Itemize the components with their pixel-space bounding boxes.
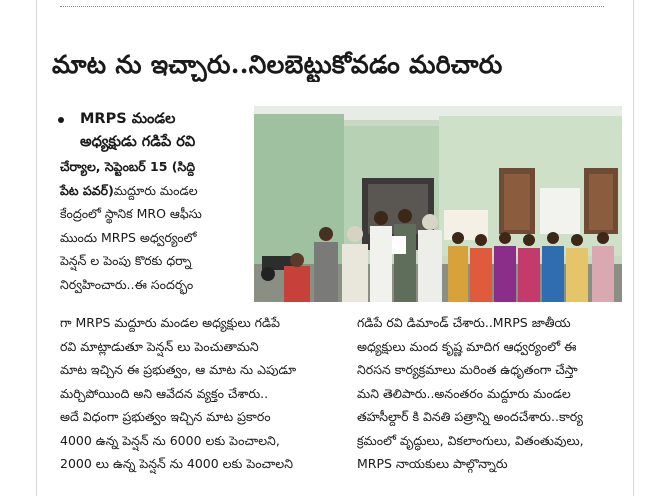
top-divider: [60, 6, 604, 7]
body-column-right: గడిపే రవి డిమాండ్ చేశారు..MRPS జాతీయ అధ్యక్షులు మంద కృష్ణ మాదిగ ఆధ్వర్యంలో ఈ నిరసన కార్యక్రమాలు మరింత ఉధృతంగా చేస్తా మని తెలిపారు..అనంతరం మద్దూరు మండల తహసీల్దార్ కి వినతి పత్రాన్ని అందచేశారు..కార్య క్రమంలో వృద్ధులు, వికలాంగులు, వితంతువులు, MRPS నాయకులు పాల్గొన్నారు: [357, 315, 584, 471]
byline-text: MRPS మండల అధ్యక్షుడు గడిపే రవి: [80, 111, 196, 150]
news-photo: [254, 106, 622, 302]
body-column-left: గా MRPS మద్దూరు మండల అధ్యక్షులు గడిపే రవి మాట్లాడుతూ పెన్షన్ లు పెంచుతామని మాట ఇచ్చిన ఈ ప్రభుత్వం, ఆ మాట ను ఎపుడూ మర్చిపోయింది అని ఆవేదన వ్యక్తం చేశారు.. అదే విధంగా ప్రభుత్వం ఇచ్చిన మాట ప్రకారం 4000 ఉన్న పెన్షన్ ను 6000 లకు పెంచాలని, 2000 లు ఉన్న పెన్షన్ ను 4000 లకు పెంచాలని: [60, 315, 297, 471]
bullet-icon: [58, 117, 64, 123]
article-headline: మాట ను ఇచ్చారు..నిలబెట్టుకోవడం మరిచారు: [52, 50, 503, 79]
protest-photo-illustration: [254, 106, 622, 302]
lede-paragraph: [60, 155, 250, 296]
lede-text: మద్దూరు మండల కేంద్రంలో స్థానిక MRO ఆఫీసు ముందు MRPS అధ్వర్యంలో పెన్షన్ ల పెంపు కొరకు ధర్నా నిర్వహించారు..ఈ సందర్భం: [60, 182, 202, 292]
dateline: చేర్యాల, సెప్టెంబర్ 15 (సిద్ది పేట పవర్): [60, 159, 196, 198]
byline-bullet: [58, 108, 248, 154]
